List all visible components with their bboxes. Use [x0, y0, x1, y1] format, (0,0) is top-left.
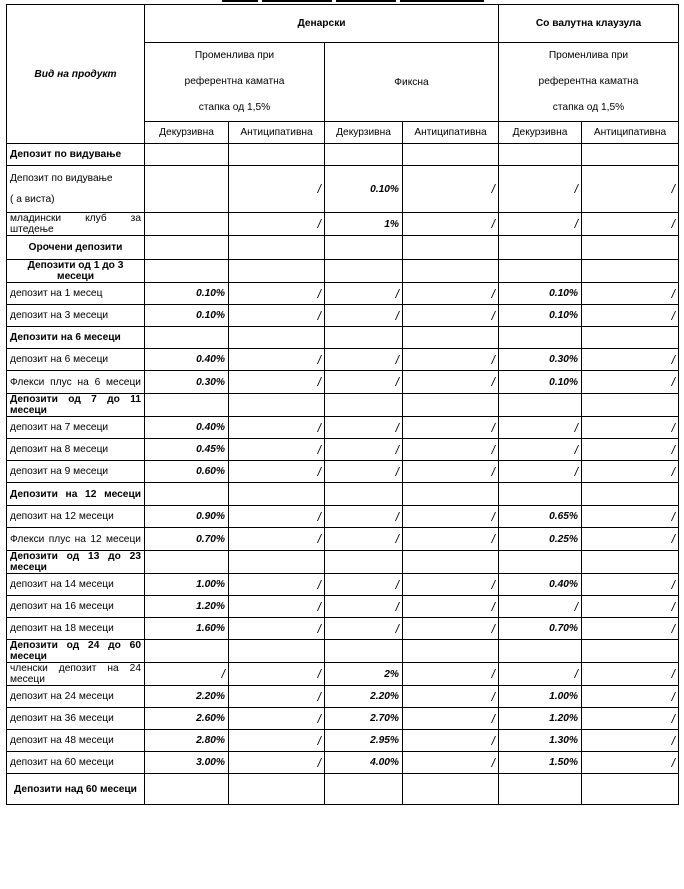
rate-cell: /	[325, 618, 403, 640]
rate-cell: 0.30%	[499, 349, 582, 371]
rate-cell	[582, 236, 679, 260]
product-name: депозит на 14 месеци	[10, 579, 114, 590]
rate-cell: 0.10%	[325, 166, 403, 213]
rate-cell: /	[403, 506, 499, 528]
product-name-cell	[7, 144, 145, 166]
rate-cell: /	[582, 752, 679, 774]
subcol-anticipative: Антиципативна	[582, 122, 679, 144]
table-row	[7, 166, 679, 213]
rate-cell: /	[582, 618, 679, 640]
rate-cell	[145, 166, 229, 213]
product-name: Орочени депозити	[28, 242, 123, 253]
subcol-decursive: Декурзивна	[325, 122, 403, 144]
denar-header: Денарски	[145, 5, 499, 43]
product-name-cell	[7, 394, 145, 417]
rate-cell	[582, 551, 679, 574]
rate-cell: 1.30%	[499, 730, 582, 752]
rate-cell: 0.25%	[499, 528, 582, 551]
fixed-rate-header: Фиксна	[325, 43, 499, 122]
rate-cell: /	[229, 574, 325, 596]
rate-cell: /	[499, 213, 582, 236]
product-name-cell	[7, 618, 145, 640]
rate-cell	[403, 327, 499, 349]
rate-cell: 0.10%	[499, 305, 582, 327]
rate-cell: 0.90%	[145, 506, 229, 528]
product-name-cell	[7, 327, 145, 349]
rate-cell: /	[499, 417, 582, 439]
rate-cell: 0.10%	[145, 283, 229, 305]
rate-cell: /	[229, 752, 325, 774]
rate-cell: 1.50%	[499, 752, 582, 774]
table-row	[7, 596, 679, 618]
product-name: Флекси плус на 6 месеци	[10, 376, 141, 388]
rate-cell	[582, 640, 679, 663]
rate-cell: /	[582, 686, 679, 708]
rate-cell	[145, 213, 229, 236]
rate-cell: /	[229, 213, 325, 236]
product-name-cell	[7, 596, 145, 618]
variable-rate-header: Променлива при референтна каматна стапка од 1,5%	[145, 43, 325, 122]
rate-cell: /	[229, 618, 325, 640]
rate-cell: 1.20%	[499, 708, 582, 730]
table-row	[7, 260, 679, 283]
product-name: Депозит по видување	[10, 173, 113, 184]
rate-cell: /	[325, 439, 403, 461]
rate-cell: 1.20%	[145, 596, 229, 618]
rate-cell	[145, 551, 229, 574]
table-row	[7, 461, 679, 483]
rate-cell: /	[403, 730, 499, 752]
rate-cell: /	[325, 528, 403, 551]
table-row	[7, 394, 679, 417]
rate-cell: /	[325, 371, 403, 394]
table-row	[7, 663, 679, 686]
rate-cell: 2%	[325, 663, 403, 686]
product-name: депозит на 1 месец	[10, 288, 103, 299]
table-row	[7, 439, 679, 461]
product-name-cell	[7, 461, 145, 483]
table-row	[7, 752, 679, 774]
rate-cell: 2.95%	[325, 730, 403, 752]
rate-cell	[499, 551, 582, 574]
rate-cell: 0.40%	[145, 417, 229, 439]
rate-cell: /	[582, 213, 679, 236]
rate-cell: /	[582, 349, 679, 371]
rate-cell: /	[499, 461, 582, 483]
product-name: депозит на 48 месеци	[10, 735, 114, 746]
table-row	[7, 483, 679, 506]
rate-cell	[582, 774, 679, 805]
rate-cell	[325, 394, 403, 417]
table-row	[7, 349, 679, 371]
rate-cell: /	[325, 305, 403, 327]
rate-cell: /	[499, 439, 582, 461]
product-name: депозит на 24 месеци	[10, 691, 114, 702]
table-row	[7, 213, 679, 236]
rate-cell	[325, 483, 403, 506]
rate-cell: /	[582, 506, 679, 528]
rate-cell: /	[582, 730, 679, 752]
product-name: депозит на 16 месеци	[10, 601, 114, 612]
rate-cell: 2.70%	[325, 708, 403, 730]
rate-cell: /	[403, 461, 499, 483]
rate-cell	[145, 144, 229, 166]
product-name: Депозити на 6 месеци	[10, 332, 121, 343]
rate-cell	[499, 327, 582, 349]
rate-cell	[325, 551, 403, 574]
rate-cell: /	[325, 349, 403, 371]
rate-cell	[499, 236, 582, 260]
product-name-cell	[7, 774, 145, 805]
table-row	[7, 730, 679, 752]
rate-cell	[403, 236, 499, 260]
rate-cell: /	[403, 439, 499, 461]
rate-cell	[582, 483, 679, 506]
rate-cell: 2.20%	[145, 686, 229, 708]
table-row	[7, 327, 679, 349]
rate-cell: /	[403, 528, 499, 551]
rate-cell: 0.60%	[145, 461, 229, 483]
product-name-note: ( а виста)	[10, 194, 55, 205]
table-row	[7, 305, 679, 327]
product-name: депозит на 6 месеци	[10, 354, 109, 365]
rate-cell: /	[403, 213, 499, 236]
product-name: членски депозит на 24 месеци	[10, 663, 141, 685]
product-type-header: Вид на продукт	[7, 5, 145, 144]
rate-cell: 0.10%	[145, 305, 229, 327]
rate-cell: /	[403, 371, 499, 394]
product-name-cell	[7, 752, 145, 774]
rate-cell: /	[325, 574, 403, 596]
product-name-cell	[7, 236, 145, 260]
table-row	[7, 283, 679, 305]
rate-cell: /	[325, 417, 403, 439]
product-name-cell	[7, 417, 145, 439]
product-name-cell	[7, 213, 145, 236]
rate-cell	[145, 640, 229, 663]
rate-cell: /	[582, 417, 679, 439]
rate-cell	[145, 327, 229, 349]
rate-cell	[145, 236, 229, 260]
variable-rate-header-fx: Променлива при референтна каматна стапка од 1,5%	[499, 43, 679, 122]
rate-cell: /	[403, 663, 499, 686]
table-row	[7, 551, 679, 574]
rate-cell: 2.80%	[145, 730, 229, 752]
rate-cell: /	[229, 730, 325, 752]
rate-cell: 1.60%	[145, 618, 229, 640]
rate-cell	[582, 327, 679, 349]
rate-cell	[403, 551, 499, 574]
rate-cell	[229, 640, 325, 663]
product-name: Депозити од 24 до 60 месеци	[10, 640, 141, 662]
rate-cell: 0.10%	[499, 283, 582, 305]
rate-cell: 1.00%	[499, 686, 582, 708]
rate-cell: /	[229, 349, 325, 371]
rate-cell: 2.20%	[325, 686, 403, 708]
rate-cell	[403, 774, 499, 805]
rate-cell	[325, 640, 403, 663]
rate-cell: 4.00%	[325, 752, 403, 774]
product-name-cell	[7, 574, 145, 596]
rate-cell	[145, 260, 229, 283]
table-row	[7, 640, 679, 663]
rate-cell: /	[229, 596, 325, 618]
rate-cell	[145, 483, 229, 506]
rate-cell: 3.00%	[145, 752, 229, 774]
rate-cell: /	[403, 574, 499, 596]
product-name-cell	[7, 305, 145, 327]
rate-cell: /	[582, 596, 679, 618]
rate-cell	[325, 236, 403, 260]
table-row	[7, 528, 679, 551]
rate-cell	[403, 483, 499, 506]
rate-cell	[229, 483, 325, 506]
rate-cell: /	[403, 305, 499, 327]
table-row	[7, 574, 679, 596]
rate-cell: /	[229, 166, 325, 213]
product-name: Депозити од 13 до 23 месеци	[10, 551, 141, 573]
rate-cell: 0.10%	[499, 371, 582, 394]
rate-cell: 0.40%	[499, 574, 582, 596]
rate-cell: /	[499, 166, 582, 213]
rate-cell: /	[403, 686, 499, 708]
table-row	[7, 708, 679, 730]
rate-cell	[499, 774, 582, 805]
rate-cell: 0.40%	[145, 349, 229, 371]
rate-cell	[499, 144, 582, 166]
product-name-cell	[7, 349, 145, 371]
subcol-decursive: Декурзивна	[145, 122, 229, 144]
rate-cell	[229, 327, 325, 349]
rate-cell: /	[229, 663, 325, 686]
rate-cell: /	[582, 574, 679, 596]
table-row	[7, 371, 679, 394]
rate-cell: 0.45%	[145, 439, 229, 461]
rate-cell: /	[229, 528, 325, 551]
rate-cell: 2.60%	[145, 708, 229, 730]
product-name: депозит на 8 месеци	[10, 444, 109, 455]
product-name-cell	[7, 283, 145, 305]
rate-cell	[325, 260, 403, 283]
product-name: депозит на 18 месеци	[10, 623, 114, 634]
rate-cell	[145, 394, 229, 417]
product-name-cell	[7, 640, 145, 663]
rate-cell	[325, 144, 403, 166]
rate-cell: /	[325, 461, 403, 483]
rate-cell: /	[499, 596, 582, 618]
rate-cell: /	[582, 663, 679, 686]
product-name: Депозит по видување	[10, 149, 122, 160]
rate-cell: /	[582, 461, 679, 483]
rate-cell: /	[229, 461, 325, 483]
rate-cell: /	[229, 708, 325, 730]
rate-cell: 0.70%	[145, 528, 229, 551]
product-name: депозит на 12 месеци	[10, 511, 114, 522]
rate-cell: /	[403, 349, 499, 371]
rate-cell: /	[582, 439, 679, 461]
rate-cell	[582, 260, 679, 283]
rate-cell	[229, 551, 325, 574]
rate-cell	[499, 640, 582, 663]
rate-cell: /	[403, 708, 499, 730]
rate-cell	[325, 774, 403, 805]
rate-cell: 1.00%	[145, 574, 229, 596]
rate-cell	[403, 640, 499, 663]
product-name: Депозити над 60 месеци	[14, 783, 137, 795]
rate-cell: /	[325, 596, 403, 618]
rate-cell: 1%	[325, 213, 403, 236]
rate-cell	[403, 144, 499, 166]
rate-cell: /	[582, 283, 679, 305]
rate-cell: /	[325, 506, 403, 528]
table-row	[7, 774, 679, 805]
product-name: Депозити од 1 до 3 месеци	[27, 260, 124, 282]
interest-rate-table	[6, 4, 679, 805]
rate-cell	[499, 483, 582, 506]
product-name-cell	[7, 506, 145, 528]
product-name-cell	[7, 551, 145, 574]
product-name: депозит на 60 месеци	[10, 757, 114, 768]
rate-cell: 0.30%	[145, 371, 229, 394]
table-row	[7, 686, 679, 708]
currency-clause-header: Со валутна клаузула	[499, 5, 679, 43]
rate-cell: 0.70%	[499, 618, 582, 640]
subcol-anticipative: Антиципативна	[229, 122, 325, 144]
rate-cell: /	[229, 283, 325, 305]
rate-cell: /	[582, 528, 679, 551]
product-name-cell	[7, 708, 145, 730]
rate-cell	[229, 260, 325, 283]
rate-cell: /	[582, 708, 679, 730]
rate-cell: /	[403, 618, 499, 640]
product-name-cell	[7, 260, 145, 283]
rate-cell	[229, 236, 325, 260]
rate-cell: /	[229, 439, 325, 461]
subcol-anticipative: Антиципативна	[403, 122, 499, 144]
subcol-decursive: Декурзивна	[499, 122, 582, 144]
rate-cell	[403, 394, 499, 417]
product-name: младински клуб за штедење	[10, 213, 141, 235]
product-name: депозит на 9 месеци	[10, 466, 109, 477]
product-name-cell	[7, 730, 145, 752]
rate-cell: /	[229, 506, 325, 528]
rate-cell: /	[403, 752, 499, 774]
product-name-cell	[7, 528, 145, 551]
rate-cell: /	[582, 305, 679, 327]
rate-cell: /	[229, 686, 325, 708]
rate-cell	[582, 394, 679, 417]
product-name-cell	[7, 439, 145, 461]
product-name-cell	[7, 483, 145, 506]
rate-cell: /	[229, 417, 325, 439]
rate-cell: /	[403, 596, 499, 618]
product-name: депозит на 36 месеци	[10, 713, 114, 724]
rate-cell: /	[582, 166, 679, 213]
rate-cell	[229, 394, 325, 417]
rate-cell	[582, 144, 679, 166]
product-name: Депозити од 7 до 11 месеци	[10, 394, 141, 416]
rate-cell: /	[403, 417, 499, 439]
product-name: Флекси плус на 12 месеци	[10, 533, 141, 545]
rate-cell: /	[582, 371, 679, 394]
rate-cell: /	[145, 663, 229, 686]
product-name-cell	[7, 686, 145, 708]
table-row	[7, 618, 679, 640]
product-name-cell	[7, 663, 145, 686]
rate-cell: /	[499, 663, 582, 686]
rate-cell	[499, 394, 582, 417]
product-name-cell	[7, 166, 145, 213]
rate-cell: /	[325, 283, 403, 305]
rate-cell: /	[229, 305, 325, 327]
product-name: депозит на 3 месеци	[10, 310, 109, 321]
rate-cell	[325, 327, 403, 349]
table-row	[7, 144, 679, 166]
table-row	[7, 417, 679, 439]
product-name: депозит на 7 месеци	[10, 422, 109, 433]
rate-cell	[229, 144, 325, 166]
rate-cell: /	[403, 166, 499, 213]
rate-cell	[229, 774, 325, 805]
product-name-cell	[7, 371, 145, 394]
rate-cell: /	[403, 283, 499, 305]
rate-cell	[403, 260, 499, 283]
product-name: Депозити на 12 месеци	[10, 488, 141, 500]
rate-cell	[499, 260, 582, 283]
table-row	[7, 506, 679, 528]
rate-cell: /	[229, 371, 325, 394]
rate-cell: 0.65%	[499, 506, 582, 528]
table-row	[7, 236, 679, 260]
rate-cell	[145, 774, 229, 805]
